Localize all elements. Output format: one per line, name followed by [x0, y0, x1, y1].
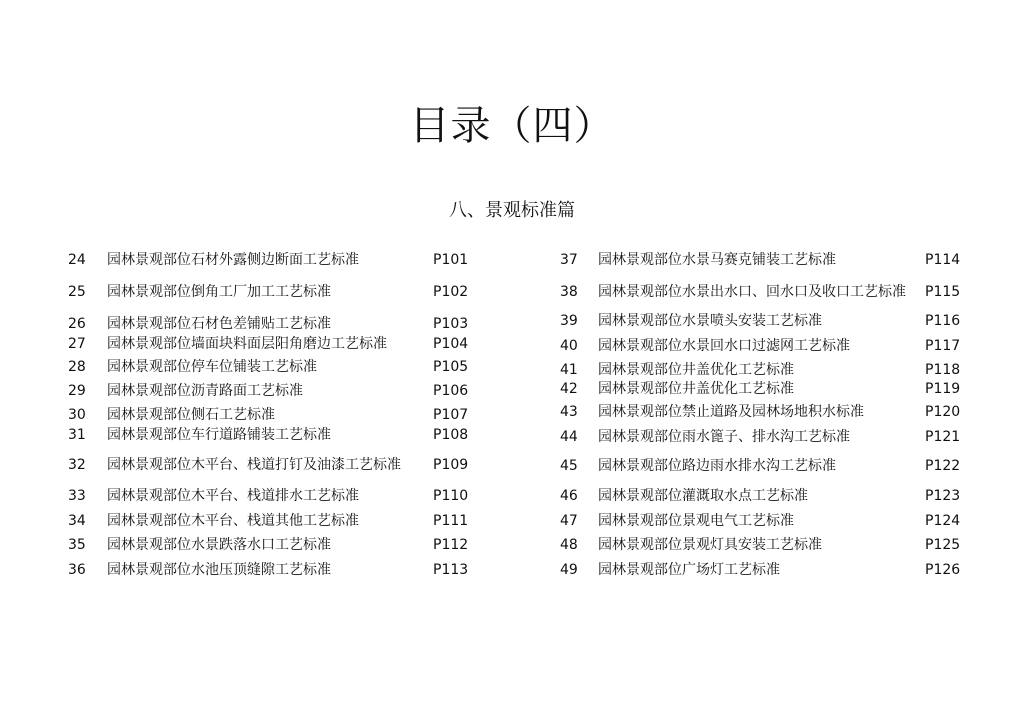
entry-number: 37 — [560, 252, 578, 268]
entry-title: 园林景观部位停车位铺装工艺标准 — [107, 359, 317, 375]
entry-page: P106 — [433, 383, 469, 399]
entry-title: 园林景观部位景观电气工艺标准 — [598, 513, 794, 529]
entry-page: P101 — [433, 252, 469, 268]
entry-page: P103 — [433, 316, 469, 332]
entry-title: 园林景观部位车行道路铺装工艺标准 — [107, 427, 331, 443]
entry-title: 园林景观部位雨水篦子、排水沟工艺标准 — [598, 429, 850, 445]
entry-number: 47 — [560, 513, 578, 529]
entry-number: 31 — [68, 427, 86, 443]
entry-title: 园林景观部位木平台、栈道其他工艺标准 — [107, 513, 359, 529]
entry-title: 园林景观部位景观灯具安装工艺标准 — [598, 537, 822, 553]
entry-page: P126 — [925, 562, 961, 578]
entry-title: 园林景观部位木平台、栈道排水工艺标准 — [107, 488, 359, 504]
entry-title: 园林景观部位井盖优化工艺标准 — [598, 381, 794, 397]
section-title: 八、景观标准篇 — [449, 200, 575, 221]
entry-page: P113 — [433, 562, 469, 578]
entry-page: P114 — [925, 252, 961, 268]
entry-number: 41 — [560, 362, 578, 378]
entry-page: P115 — [925, 284, 961, 300]
entry-number: 29 — [68, 383, 86, 399]
entry-page: P120 — [925, 404, 961, 420]
entry-title: 园林景观部位灌溉取水点工艺标准 — [598, 488, 808, 504]
entry-page: P123 — [925, 488, 961, 504]
entry-title: 园林景观部位墙面块料面层阳角磨边工艺标准 — [107, 336, 387, 352]
entry-page: P105 — [433, 359, 469, 375]
entry-number: 43 — [560, 404, 578, 420]
entry-number: 32 — [68, 457, 86, 473]
entry-number: 39 — [560, 313, 578, 329]
entry-page: P107 — [433, 407, 469, 423]
entry-page: P116 — [925, 313, 961, 329]
entry-number: 27 — [68, 336, 86, 352]
entry-number: 46 — [560, 488, 578, 504]
entry-number: 36 — [68, 562, 86, 578]
entry-number: 34 — [68, 513, 86, 529]
entry-title: 园林景观部位禁止道路及园林场地积水标准 — [598, 404, 864, 420]
entry-page: P124 — [925, 513, 961, 529]
entry-title: 园林景观部位石材色差铺贴工艺标准 — [107, 316, 331, 332]
entry-page: P117 — [925, 338, 961, 354]
entry-title: 园林景观部位水景出水口、回水口及收口工艺标准 — [598, 284, 906, 300]
entry-number: 28 — [68, 359, 86, 375]
entry-number: 38 — [560, 284, 578, 300]
entry-number: 44 — [560, 429, 578, 445]
entry-title: 园林景观部位路边雨水排水沟工艺标准 — [598, 458, 836, 474]
entry-page: P108 — [433, 427, 469, 443]
entry-title: 园林景观部位水景喷头安装工艺标准 — [598, 313, 822, 329]
entry-number: 49 — [560, 562, 578, 578]
entry-page: P111 — [433, 513, 469, 529]
entry-title: 园林景观部位水景马赛克铺装工艺标准 — [598, 252, 836, 268]
entry-number: 25 — [68, 284, 86, 300]
entry-title: 园林景观部位沥青路面工艺标准 — [107, 383, 303, 399]
entry-page: P102 — [433, 284, 469, 300]
entry-page: P109 — [433, 457, 469, 473]
entry-title: 园林景观部位木平台、栈道打钉及油漆工艺标准 — [107, 457, 401, 473]
entry-page: P119 — [925, 381, 961, 397]
entry-number: 42 — [560, 381, 578, 397]
entry-title: 园林景观部位侧石工艺标准 — [107, 407, 275, 423]
entry-number: 40 — [560, 338, 578, 354]
entry-page: P104 — [433, 336, 469, 352]
entry-page: P122 — [925, 458, 961, 474]
entry-page: P118 — [925, 362, 961, 378]
entry-page: P112 — [433, 537, 469, 553]
entry-number: 26 — [68, 316, 86, 332]
entry-title: 园林景观部位广场灯工艺标准 — [598, 562, 780, 578]
entry-number: 30 — [68, 407, 86, 423]
entry-number: 35 — [68, 537, 86, 553]
entry-page: P125 — [925, 537, 961, 553]
entry-number: 48 — [560, 537, 578, 553]
entry-page: P121 — [925, 429, 961, 445]
page-title: 目录（四） — [409, 103, 615, 149]
entry-number: 24 — [68, 252, 86, 268]
entry-title: 园林景观部位水池压顶缝隙工艺标准 — [107, 562, 331, 578]
entry-title: 园林景观部位水景跌落水口工艺标准 — [107, 537, 331, 553]
entry-number: 33 — [68, 488, 86, 504]
entry-number: 45 — [560, 458, 578, 474]
entry-title: 园林景观部位井盖优化工艺标准 — [598, 362, 794, 378]
entry-title: 园林景观部位水景回水口过滤网工艺标准 — [598, 338, 850, 354]
entry-page: P110 — [433, 488, 469, 504]
entry-title: 园林景观部位倒角工厂加工工艺标准 — [107, 284, 331, 300]
entry-title: 园林景观部位石材外露侧边断面工艺标准 — [107, 252, 359, 268]
